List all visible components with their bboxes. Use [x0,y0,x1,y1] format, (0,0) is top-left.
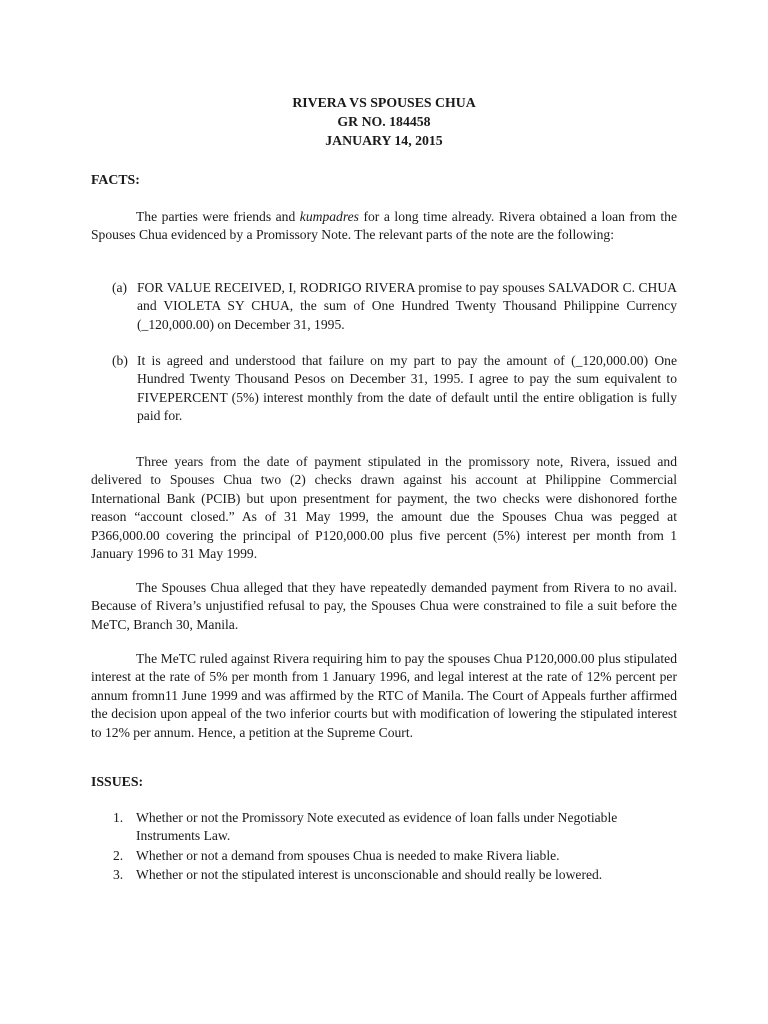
issue-item [91,809,677,846]
case-title-block [0,93,768,150]
facts-paragraph-4: The MeTC ruled against Rivera requiring him to pay the spouses Chua P120,000.00 plus stipulated interest at the rate of 5% per month from 1 January 1996, and legal interest at the rate of 12% percent per annum fromn11 June 1999 and was affirmed by the RTC of Manila. The Court of Appeals further affirmed the decision upon appeal of the two inferior courts but with modification of lowering the stipulated interest to 12% per annum. Hence, a petition at the Supreme Court. [91,651,677,740]
facts-p1-text-b: for a long time already. Rivera obtained a loan from the Spouses Chua evidenced by a Promissory Note. The relevant parts of the note are the following: [91,209,677,243]
case-gr-number: GR NO. 184458 [337,114,431,129]
note-clause-b [112,352,677,426]
facts-paragraph-1 [91,208,677,245]
case-title: RIVERA VS SPOUSES CHUA [292,95,476,110]
note-clause-a [112,279,677,334]
note-clause-label: (a) [112,280,128,295]
facts-paragraph-3: The Spouses Chua alleged that they have repeatedly demanded payment from Rivera to no avail. Because of Rivera’s unjustified refusal to pay, the Spouses Chua were constrained to file a suit before the MeTC, Branch 30, Manila. [91,580,677,632]
note-clause-text: FOR VALUE RECEIVED, I, RODRIGO RIVERA promise to pay spouses SALVADOR C. CHUA and VIOLETA SY CHUA, the sum of One Hundred Twenty Thousand Philippine Currency (_120,000.00) on December 31, 1995. [137,280,677,332]
note-clause-label: (b) [112,353,128,368]
issue-item [91,847,677,865]
issues-heading: ISSUES: [91,774,144,789]
facts-paragraph-2: Three years from the date of payment stipulated in the promissory note, Rivera, issued and delivered to Spouses Chua two (2) checks drawn against his account at Philippine Commercial International Bank (PCIB) but upon presentment for payment, the two checks were dishonored forthe reason “account closed.” As of 31 May 1999, the amount due the Spouses Chua was pegged at P366,000.00 covering the principal of P120,000.00 plus five percent (5%) interest per month from 1 January 1996 to 31 May 1999. [91,454,677,562]
note-clause-text: It is agreed and understood that failure on my part to pay the amount of (_120,000.00) One Hundred Twenty Thousand Pesos on December 31, 1995. I agree to pay the sum equivalent to FIVEPERCENT (5%) interest monthly from the date of default until the entire obligation is fully paid for. [137,353,677,424]
issue-number: 2. [113,847,124,863]
issue-text: Whether or not the Promissory Note executed as evidence of loan falls under Negotiable Instruments Law. [136,810,618,844]
issue-number: 3. [113,867,124,883]
issue-number: 1. [113,810,124,825]
case-date: JANUARY 14, 2015 [325,133,443,148]
issue-text: Whether or not a demand from spouses Chua is needed to make Rivera liable. [136,847,560,863]
issue-item [91,866,677,884]
issue-text: Whether or not the stipulated interest is unconscionable and should really be lowered. [136,867,603,883]
issues-list [91,809,677,886]
facts-p1-italic: kumpadres [299,209,359,224]
facts-p1-text-a: The parties were friends and [136,209,300,224]
facts-heading: FACTS: [91,172,140,187]
